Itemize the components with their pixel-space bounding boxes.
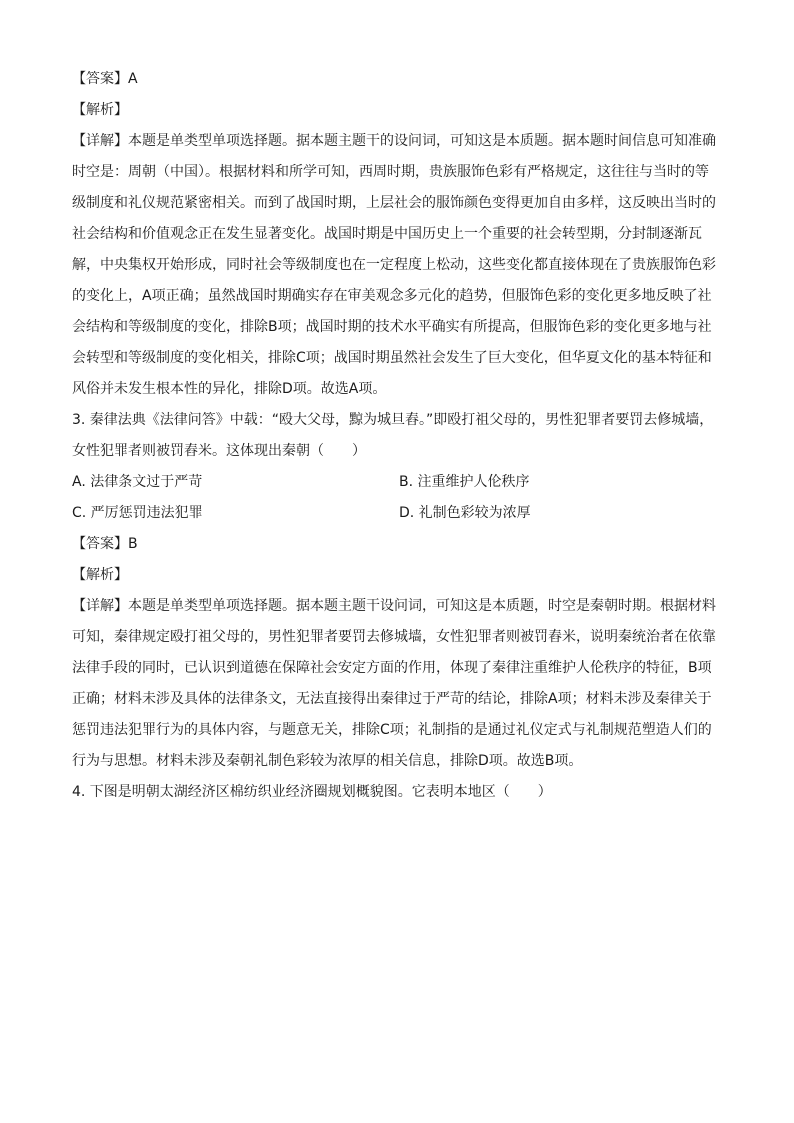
q2-detail-line: 的变化上，A项正确；虽然战国时期确实存在审美观念多元化的趋势，但服饰色彩的变化更多地反映了社 [72,288,712,304]
q3-option-b: B. 注重维护人伦秩序 [399,474,530,490]
q2-detail-line: 级制度和礼仪规范紧密相关。而到了战国时期，上层社会的服饰颜色变得更加自由多样，这反映出当时的 [72,195,716,211]
q2-detail-line: 社会结构和价值观念正在发生显著变化。战国时期是中国历史上一个重要的社会转型期，分封制逐渐瓦 [72,226,702,242]
q3-options-row-1 [72,467,732,498]
q2-detail-line: 解，中央集权开始形成，同时社会等级制度也在一定程度上松动，这些变化都直接体现在了贵族服饰色彩 [72,257,716,273]
q2-detail-line: 风俗并未发生根本性的异化，排除D项。故选A项。 [72,381,387,397]
q3-option-d: D. 礼制色彩较为浓厚 [399,505,531,521]
q2-detail-line: 会转型和等级制度的变化相关，排除C项；战国时期虽然社会发生了巨大变化，但华夏文化的基本特征和 [72,350,712,366]
q2-answer: 【答案】A [72,71,138,87]
q3-detail-line: 行为与思想。材料未涉及秦朝礼制色彩较为浓厚的相关信息，排除D项。故选B项。 [72,753,583,769]
q2-analysis-heading: 【解析】 [72,102,128,118]
q3-option-a: A. 法律条文过于严苛 [72,474,203,490]
q3-detail-line: 法律手段的同时，已认识到道德在保障社会安定方面的作用，体现了秦律注重维护人伦秩序的特征，B项 [72,660,712,676]
q3-detail-line: 惩罚违法犯罪行为的具体内容，与题意无关，排除C项；礼制指的是通过礼仪定式与礼制规范塑造人们的 [72,722,712,738]
q2-detail-line: 时空是：周朝（中国）。根据材料和所学可知，西周时期，贵族服饰色彩有严格规定，这往往与当时的等 [72,164,709,180]
q3-analysis-heading: 【解析】 [72,567,128,583]
document-page [72,64,732,808]
q3-stem-line: 女性犯罪者则被罚舂米。这体现出秦朝（ ） [72,443,366,459]
q3-stem-line: 3. 秦律法典《法律问答》中载：“殴大父母，黥为城旦舂。”即殴打祖父母的，男性犯罪者要罚去修城墙， [72,412,714,428]
q2-detail-line: 【详解】本题是单类型单项选择题。据本题主题干的设问词，可知这是本质题。据本题时间信息可知准确 [72,133,716,149]
q3-detail-line: 可知，秦律规定殴打祖父母的，男性犯罪者要罚去修城墙，女性犯罪者则被罚舂米，说明秦统治者在依靠 [72,629,716,645]
q3-options-row-2 [72,498,732,529]
q3-option-c: C. 严厉惩罚违法犯罪 [72,505,203,521]
q3-detail-line: 正确；材料未涉及具体的法律条文，无法直接得出秦律过于严苛的结论，排除A项；材料未涉及秦律关于 [72,691,712,707]
q3-detail-line: 【详解】本题是单类型单项选择题。据本题主题干设问词，可知这是本质题，时空是秦朝时期。根据材料 [72,598,716,614]
q2-detail-line: 会结构和等级制度的变化，排除B项；战国时期的技术水平确实有所提高，但服饰色彩的变化更多地与社 [72,319,712,335]
q3-answer: 【答案】B [72,536,138,552]
q4-stem: 4. 下图是明朝太湖经济区棉纺织业经济圈规划概貌图。它表明本地区（ ） [72,784,552,800]
